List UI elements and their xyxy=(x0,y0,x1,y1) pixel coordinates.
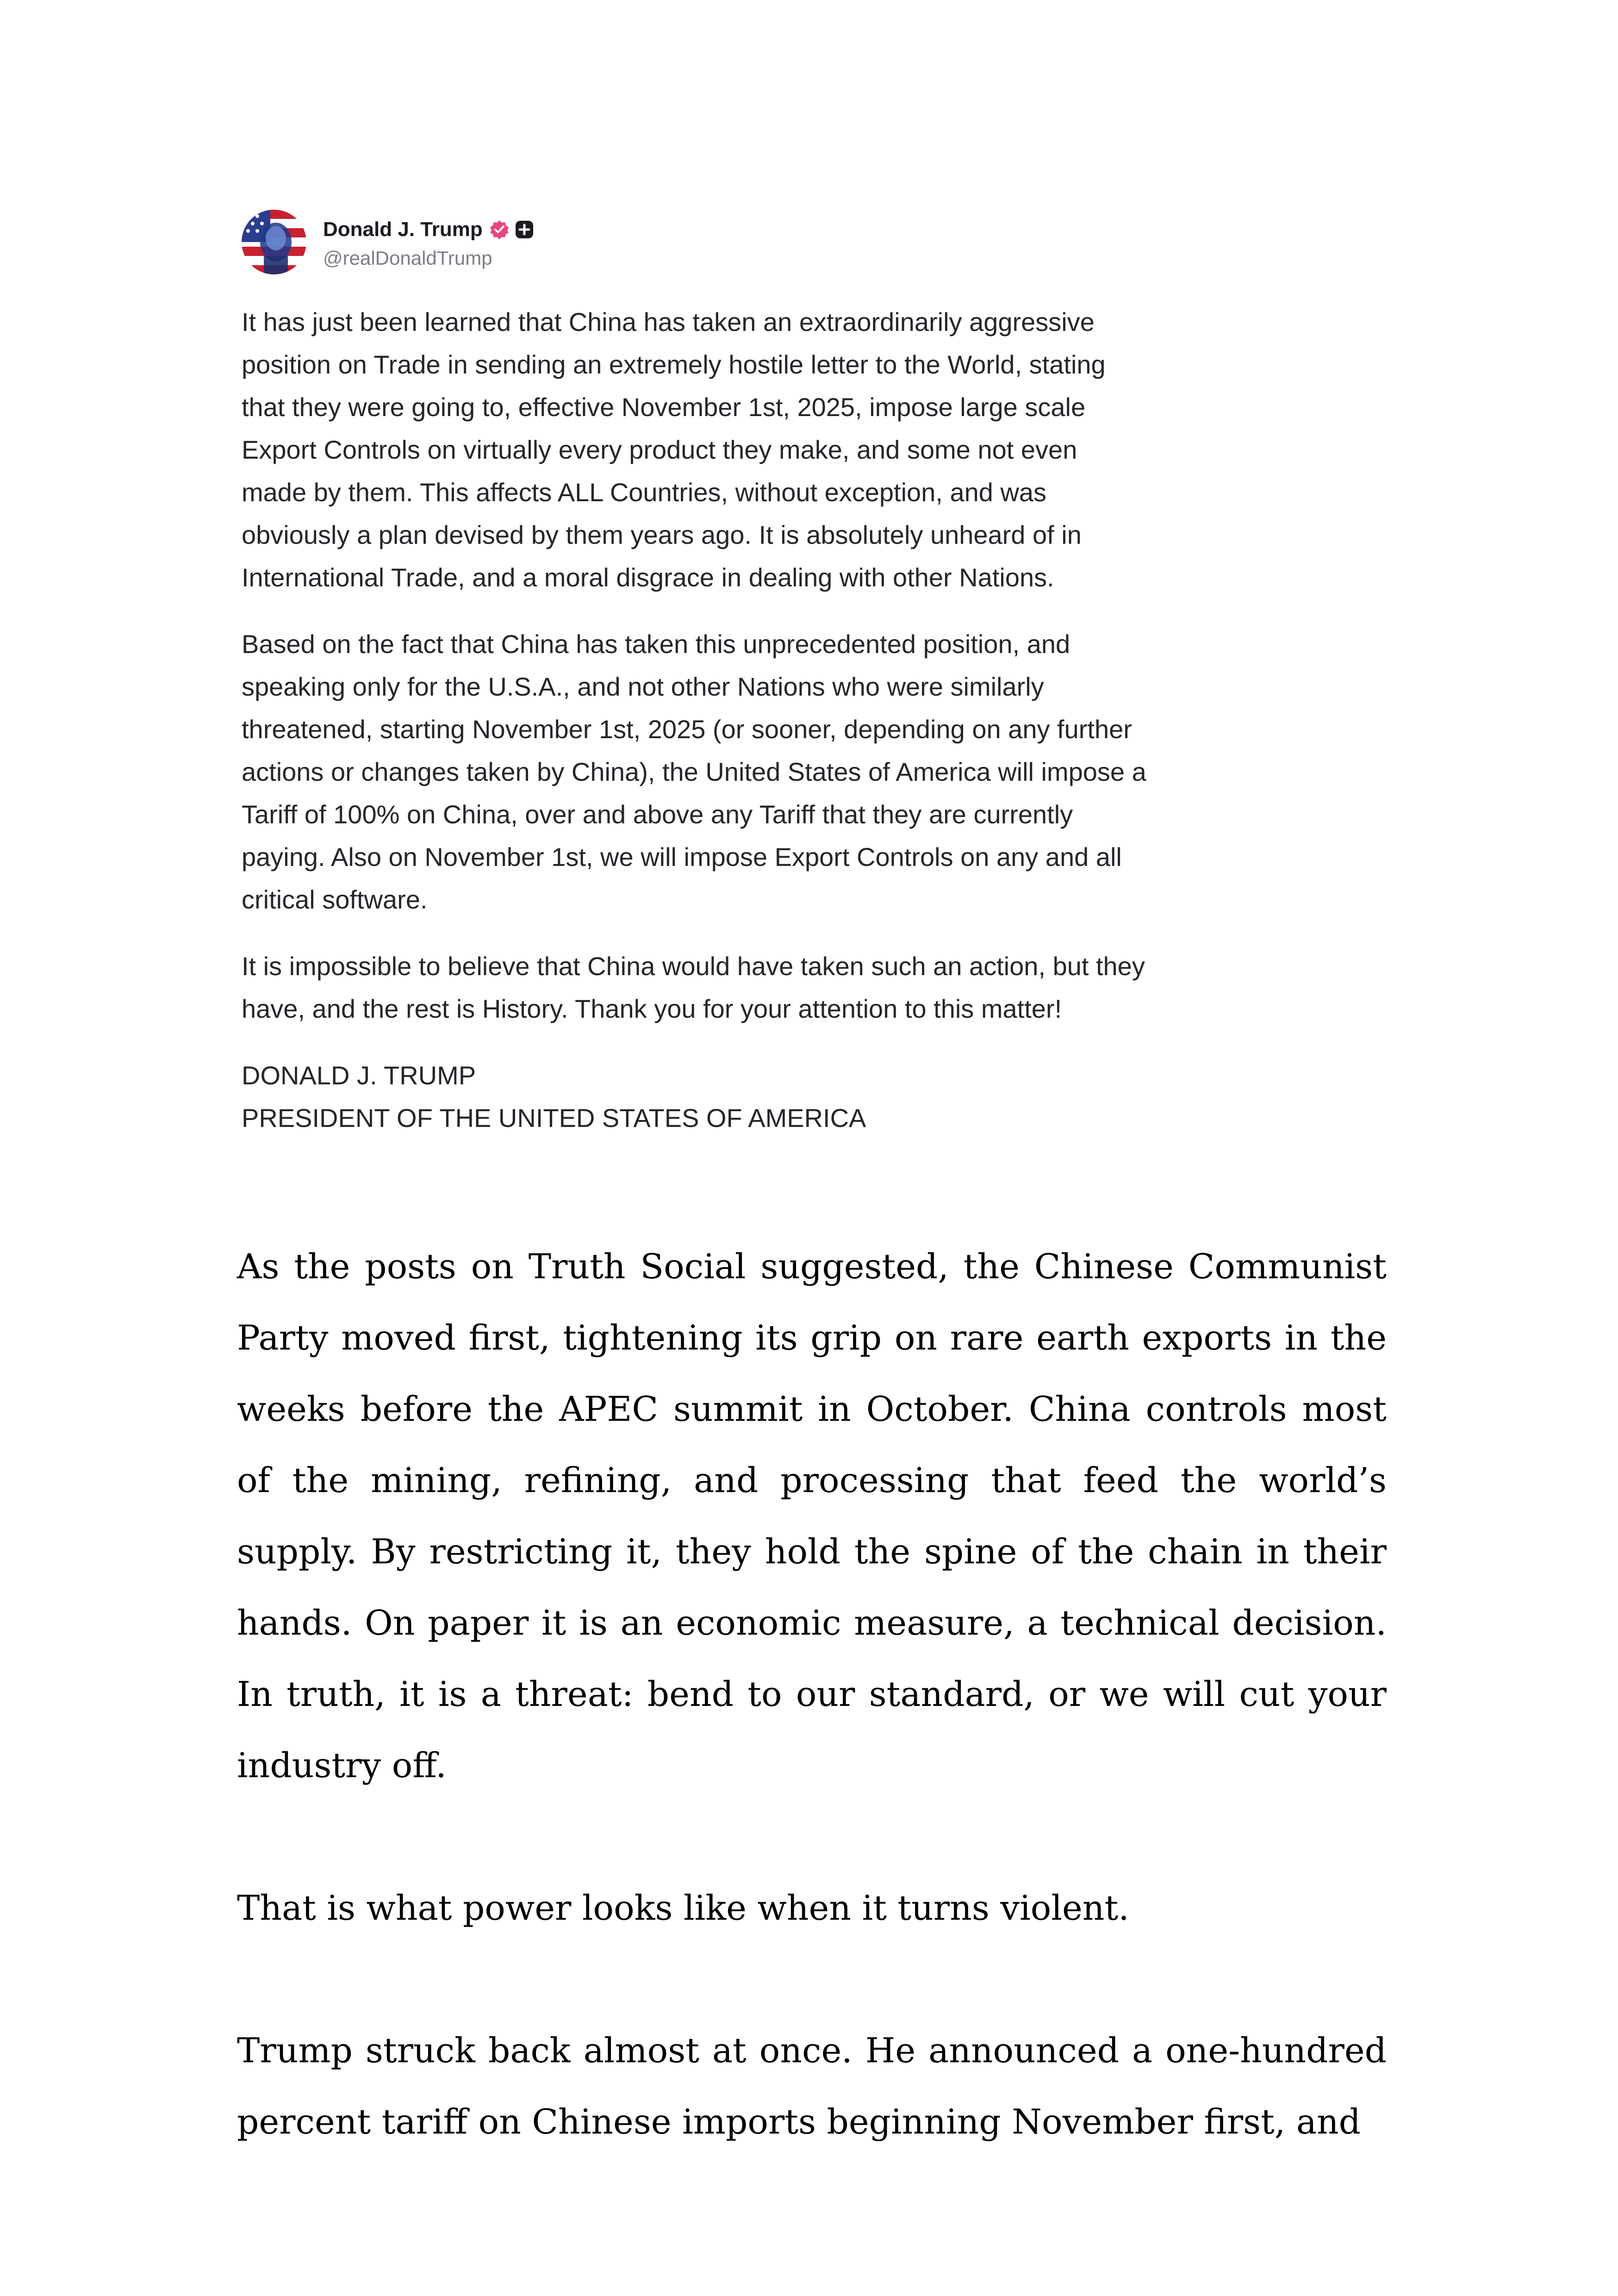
author-block xyxy=(323,215,535,269)
article-paragraph: Trump struck back almost at once. He announced a one-hundred percent tariff on Chinese imports beginning November first, and xyxy=(237,2031,1387,2142)
author-name[interactable]: Donald J. Trump xyxy=(323,218,483,241)
avatar xyxy=(242,210,306,274)
post-body xyxy=(242,301,1306,1139)
author-name-row xyxy=(323,215,535,244)
post-signature-title: PRESIDENT OF THE UNITED STATES OF AMERICA xyxy=(242,1103,866,1132)
verified-check-icon xyxy=(489,219,510,240)
flag-portrait-avatar-icon xyxy=(242,210,306,274)
post-signature-name: DONALD J. TRUMP xyxy=(242,1061,476,1090)
post-paragraph: It is impossible to believe that China would have taken such an action, but they have, and the rest is History. Thank you for your attention to this matter! xyxy=(242,952,1145,1023)
author-handle[interactable]: @realDonaldTrump xyxy=(323,247,492,269)
embedded-post xyxy=(242,207,1306,1139)
post-paragraph: It has just been learned that China has taken an extraordinarily aggressive position on Trade in sending an extremely hostile letter to the World, stating that they were going to, effective November 1st, 2025, impose large scale Export Controls on virtually every product they make, and some not even made by them. This affects ALL Countries, without exception, and was obviously a plan devised by them years ago. It is absolutely unheard of in International Trade, and a moral disgrace in dealing with other Nations. xyxy=(242,307,1106,592)
article-paragraph: As the posts on Truth Social suggested, the Chinese Communist Party moved first, tightening its grip on rare earth exports in the weeks before the APEC summit in October. China controls most of the mining, refining, and processing that feed the world’s supply. By restricting it, they hold the spine of the chain in their hands. On paper it is an economic measure, a technical decision. In truth, it is a threat: bend to our standard, or we will cut your industry off. xyxy=(237,1247,1387,1786)
article-paragraph: That is what power looks like when it turns violent. xyxy=(237,1888,1129,1928)
post-paragraph: Based on the fact that China has taken this unprecedented position, and speaking only for the U.S.A., and not other Nations who were similarly threatened, starting November 1st, 2025 (or sooner, depending on any further actions or changes taken by China), the United States of America will impose a Tariff of 100% on China, over and above any Tariff that they are currently paying. Also on November 1st, we will impose Export Controls on any and all critical software. xyxy=(242,629,1146,914)
article-body xyxy=(237,1231,1387,2158)
post-header xyxy=(242,207,1306,277)
plus-badge-icon xyxy=(514,219,535,240)
